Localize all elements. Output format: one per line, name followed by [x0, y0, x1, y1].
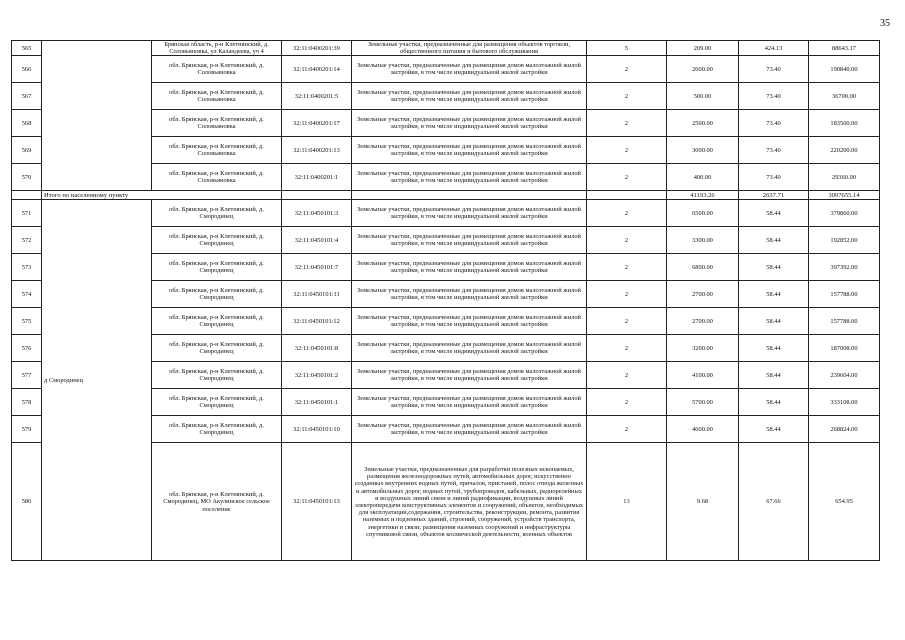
use-category-cell: 2	[587, 362, 667, 389]
use-category-cell: 13	[587, 443, 667, 561]
specific-value-cell: 73.40	[739, 164, 809, 191]
specific-value-cell: 73.40	[739, 137, 809, 164]
land-use-cell: Земельные участки, предназначенные для размещения домов малоэтажной жилой застройки, в том числе индивидуальной жилой застройки	[352, 281, 587, 308]
subtotal-blank	[587, 191, 667, 200]
specific-value-cell: 58.44	[739, 227, 809, 254]
specific-value-cell: 58.44	[739, 362, 809, 389]
land-use-cell: Земельные участки, предназначенные для размещения объектов торговли, общественного питания и бытового обслуживания	[352, 41, 587, 56]
row-number: 572	[12, 227, 42, 254]
table-row	[12, 200, 880, 227]
specific-value-cell: 73.40	[739, 110, 809, 137]
row-number: 568	[12, 110, 42, 137]
cadastral-number-cell: 32:11:0400201:17	[282, 110, 352, 137]
cadastral-number-cell: 32:11:0450101:7	[282, 254, 352, 281]
specific-value-cell: 67.66	[739, 443, 809, 561]
land-use-cell: Земельные участки, предназначенные для размещения домов малоэтажной жилой застройки, в том числе индивидуальной жилой застройки	[352, 110, 587, 137]
row-number: 571	[12, 200, 42, 227]
row-number: 576	[12, 335, 42, 362]
use-category-cell: 2	[587, 227, 667, 254]
land-use-cell: Земельные участки, предназначенные для размещения домов малоэтажной жилой застройки, в том числе индивидуальной жилой застройки	[352, 254, 587, 281]
row-number: 575	[12, 308, 42, 335]
cadastral-number-cell: 32:11:0450101:13	[282, 443, 352, 561]
land-use-cell: Земельные участки, предназначенные для размещения домов малоэтажной жилой застройки, в том числе индивидуальной жилой застройки	[352, 83, 587, 110]
cadastral-cost-cell: 379860.00	[809, 200, 880, 227]
subtotal-blank	[282, 191, 352, 200]
row-number: 580	[12, 443, 42, 561]
land-use-cell: Земельные участки, предназначенные для размещения домов малоэтажной жилой застройки, в том числе индивидуальной жилой застройки	[352, 335, 587, 362]
address-cell: Брянская область, р-н Клетнянский, д. Соловьяновка, ул Каландеева, уч 4	[152, 41, 282, 56]
land-use-cell: Земельные участки, предназначенные для размещения домов малоэтажной жилой застройки, в том числе индивидуальной жилой застройки	[352, 308, 587, 335]
area-cell: 2700.00	[667, 281, 739, 308]
area-cell: 5700.00	[667, 389, 739, 416]
area-cell: 9.68	[667, 443, 739, 561]
cadastral-number-cell: 32:11:0400201:14	[282, 56, 352, 83]
table-body	[12, 41, 880, 561]
cadastral-cost-cell: 654.95	[809, 443, 880, 561]
subtotal-blank	[352, 191, 587, 200]
cadastral-number-cell: 32:11:0450101:3	[282, 200, 352, 227]
subtotal-area: 41193.26	[667, 191, 739, 200]
area-cell: 2500.00	[667, 110, 739, 137]
land-use-cell: Земельные участки, предназначенные для размещения домов малоэтажной жилой застройки, в том числе индивидуальной жилой застройки	[352, 56, 587, 83]
specific-value-cell: 58.44	[739, 335, 809, 362]
use-category-cell: 2	[587, 56, 667, 83]
land-use-cell: Земельные участки, предназначенные для размещения домов малоэтажной жилой застройки, в том числе индивидуальной жилой застройки	[352, 416, 587, 443]
address-cell: обл. Брянская, р-н Клетнянский, д. Смородинец, МО Акулинское сельское поселение	[152, 443, 282, 561]
use-category-cell: 2	[587, 254, 667, 281]
cadastral-cost-cell: 268824.00	[809, 416, 880, 443]
specific-value-cell: 73.40	[739, 83, 809, 110]
page-number: 35	[880, 18, 890, 29]
address-cell: обл. Брянская, р-н Клетнянский, д. Смородинец	[152, 200, 282, 227]
address-cell: обл. Брянская, р-н Клетнянский, д. Смородинец	[152, 227, 282, 254]
area-cell: 3300.00	[667, 227, 739, 254]
use-category-cell: 2	[587, 308, 667, 335]
specific-value-cell: 58.44	[739, 200, 809, 227]
use-category-cell: 2	[587, 281, 667, 308]
cadastral-cost-cell: 36700.00	[809, 83, 880, 110]
area-cell: 6500.00	[667, 200, 739, 227]
area-cell: 3200.00	[667, 335, 739, 362]
address-cell: обл. Брянская, р-н Клетнянский, д. Смородинец	[152, 416, 282, 443]
specific-value-cell: 73.40	[739, 56, 809, 83]
cadastral-number-cell: 32:11:0450101:4	[282, 227, 352, 254]
area-cell: 4600.00	[667, 416, 739, 443]
address-cell: обл. Брянская, р-н Клетнянский, д. Соловьяновка	[152, 137, 282, 164]
subtotal-rate: 2637.71	[739, 191, 809, 200]
address-cell: обл. Брянская, р-н Клетнянский, д. Смородинец	[152, 254, 282, 281]
land-use-cell: Земельные участки, предназначенные для размещения домов малоэтажной жилой застройки, в том числе индивидуальной жилой застройки	[352, 389, 587, 416]
row-number: 570	[12, 164, 42, 191]
use-category-cell: 2	[587, 335, 667, 362]
land-use-cell: Земельные участки, предназначенные для размещения домов малоэтажной жилой застройки, в том числе индивидуальной жилой застройки	[352, 164, 587, 191]
table-row	[12, 41, 880, 56]
cadastral-cost-cell: 88643.17	[809, 41, 880, 56]
cadastral-cost-cell: 190840.00	[809, 56, 880, 83]
address-cell: обл. Брянская, р-н Клетнянский, д. Соловьяновка	[152, 83, 282, 110]
use-category-cell: 2	[587, 137, 667, 164]
area-cell: 4100.00	[667, 362, 739, 389]
area-cell: 2700.00	[667, 308, 739, 335]
cadastral-cost-cell: 397392.00	[809, 254, 880, 281]
specific-value-cell: 58.44	[739, 308, 809, 335]
cadastral-cost-cell: 192852.00	[809, 227, 880, 254]
specific-value-cell: 58.44	[739, 281, 809, 308]
address-cell: обл. Брянская, р-н Клетнянский, д. Смородинец	[152, 308, 282, 335]
cadastral-cost-cell: 239604.00	[809, 362, 880, 389]
land-use-cell: Земельные участки, предназначенные для разработки полезных ископаемых, размещения железнодорожных путей, автомобильных дорог, искусственно созданных внутренних водных путей, причалов, пристаней, полос отвода железных и автомобильных дорог, водных путей, трубопроводов, кабельных, радиорелейных и воздушных линий связи и линий радиофикации, воздушных линий электропередачи конструктивных элементов и сооружений, объектов, необходимых для эксплуатации,содержания, строительства, реконструкции, ремонта, развития наземных и подземных зданий, строений, сооружений, устройств транспорта, энергетики и связи; размещения наземных сооружений и инфраструктуры спутниковой связи, объектов космической деятельности, военных объектов	[352, 443, 587, 561]
row-number: 579	[12, 416, 42, 443]
specific-value-cell: 58.44	[739, 389, 809, 416]
address-cell: обл. Брянская, р-н Клетнянский, д. Соловьяновка	[152, 110, 282, 137]
use-category-cell: 2	[587, 110, 667, 137]
address-cell: обл. Брянская, р-н Клетнянский, д. Смородинец	[152, 281, 282, 308]
land-use-cell: Земельные участки, предназначенные для размещения домов малоэтажной жилой застройки, в том числе индивидуальной жилой застройки	[352, 227, 587, 254]
area-cell: 400.00	[667, 164, 739, 191]
cadastral-number-cell: 32:11:0450101:12	[282, 308, 352, 335]
subtotal-blank	[12, 191, 42, 200]
row-number: 577	[12, 362, 42, 389]
address-cell: обл. Брянская, р-н Клетнянский, д. Смородинец	[152, 335, 282, 362]
row-number: 565	[12, 41, 42, 56]
row-number: 567	[12, 83, 42, 110]
use-category-cell: 2	[587, 389, 667, 416]
cadastral-cost-cell: 220200.00	[809, 137, 880, 164]
subtotal-row	[12, 191, 880, 200]
address-cell: обл. Брянская, р-н Клетнянский, д. Соловьяновка	[152, 56, 282, 83]
cadastral-cost-cell: 157788.00	[809, 308, 880, 335]
row-number: 578	[12, 389, 42, 416]
cadastral-cost-cell: 183500.00	[809, 110, 880, 137]
address-cell: обл. Брянская, р-н Клетнянский, д. Смородинец	[152, 389, 282, 416]
cadastral-number-cell: 32:11:0400201:1	[282, 164, 352, 191]
cadastral-number-cell: 32:11:0450101:10	[282, 416, 352, 443]
row-number: 569	[12, 137, 42, 164]
cadastral-cost-cell: 187008.00	[809, 335, 880, 362]
land-use-cell: Земельные участки, предназначенные для размещения домов малоэтажной жилой застройки, в том числе индивидуальной жилой застройки	[352, 362, 587, 389]
land-use-cell: Земельные участки, предназначенные для размещения домов малоэтажной жилой застройки, в том числе индивидуальной жилой застройки	[352, 137, 587, 164]
row-number: 574	[12, 281, 42, 308]
address-cell: обл. Брянская, р-н Клетнянский, д. Смородинец	[152, 362, 282, 389]
cadastral-number-cell: 32:11:0400201:13	[282, 137, 352, 164]
area-cell: 6800.00	[667, 254, 739, 281]
specific-value-cell: 58.44	[739, 254, 809, 281]
use-category-cell: 2	[587, 200, 667, 227]
subtotal-label: Итого по населенному пункту	[42, 191, 282, 200]
subtotal-cost: 3097655.14	[809, 191, 880, 200]
locality-cell: д Смородинец	[42, 200, 152, 561]
specific-value-cell: 424.13	[739, 41, 809, 56]
cadastral-cost-cell: 333108.00	[809, 389, 880, 416]
area-cell: 3000.00	[667, 137, 739, 164]
locality-cell	[42, 41, 152, 191]
row-number: 566	[12, 56, 42, 83]
area-cell: 209.00	[667, 41, 739, 56]
cadastral-number-cell: 32:11:0450101:8	[282, 335, 352, 362]
cadastral-number-cell: 32:11:0400201:39	[282, 41, 352, 56]
use-category-cell: 5	[587, 41, 667, 56]
cadastral-number-cell: 32:11:0450101:11	[282, 281, 352, 308]
use-category-cell: 2	[587, 164, 667, 191]
cadastral-number-cell: 32:11:0450101:2	[282, 362, 352, 389]
cadastral-value-table	[11, 40, 880, 561]
land-use-cell: Земельные участки, предназначенные для размещения домов малоэтажной жилой застройки, в том числе индивидуальной жилой застройки	[352, 200, 587, 227]
area-cell: 500.00	[667, 83, 739, 110]
use-category-cell: 2	[587, 83, 667, 110]
specific-value-cell: 58.44	[739, 416, 809, 443]
address-cell: обл. Брянская, р-н Клетнянский, д. Соловьяновка	[152, 164, 282, 191]
cadastral-cost-cell: 29360.00	[809, 164, 880, 191]
row-number: 573	[12, 254, 42, 281]
cadastral-number-cell: 32:11:0400201:5	[282, 83, 352, 110]
area-cell: 2600.00	[667, 56, 739, 83]
cadastral-number-cell: 32:11:0450101:1	[282, 389, 352, 416]
use-category-cell: 2	[587, 416, 667, 443]
cadastral-cost-cell: 157788.00	[809, 281, 880, 308]
